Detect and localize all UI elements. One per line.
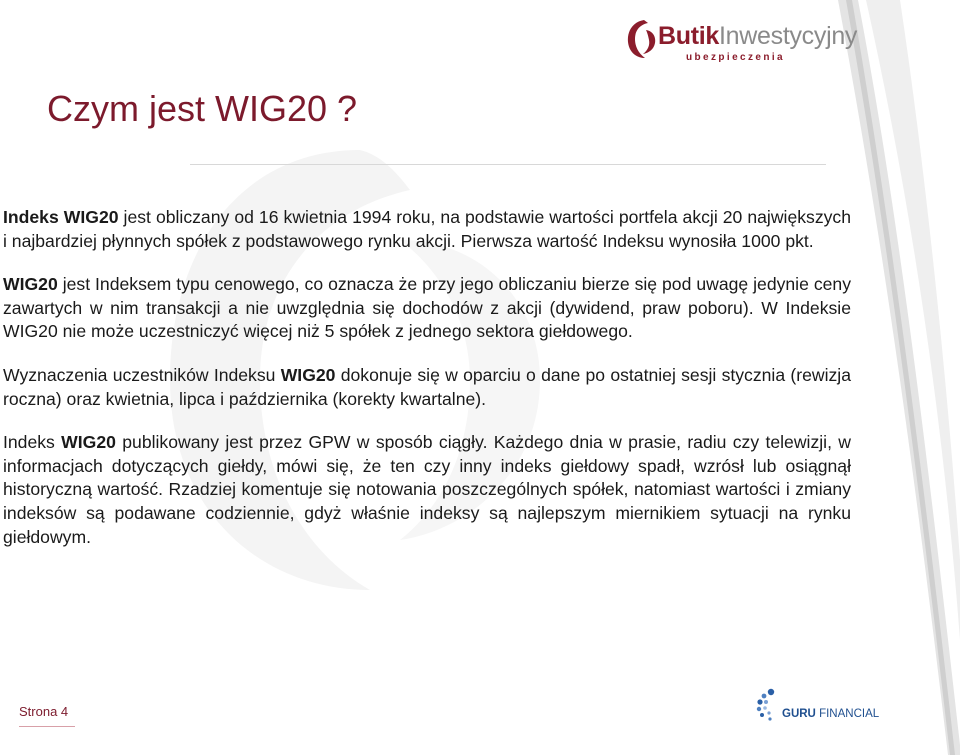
footer-divider [19,726,75,727]
slide-title: Czym jest WIG20 ? [47,88,358,129]
paragraph-1-bold: Indeks WIG20 [3,207,119,227]
slide-body [3,206,851,549]
butik-logo [626,16,858,66]
paragraph-3 [3,364,851,411]
butik-swirl-icon [626,18,658,60]
paragraph-3-text: dokonuje się w oparciu o dane po ostatniej sesji stycznia (rewizja roczna) oraz kwietnia, lipca i października (korekty kwartalne). [3,364,851,409]
paragraph-3-bold: WIG20 [280,364,336,385]
paragraph-2-text: jest Indeksem typu cenowego, co oznacza że przy jego obliczaniu bierze się pod uwagę jedynie ceny zawartych w nim transakcji a nie uwzględnia się dochodów z akcji (dywidend, praw poboru). W Indeksie WIG20 nie może uczestniczyć więcej niż 5 spółek z jednego sektora giełdowego. [3,274,851,342]
title-divider [190,164,826,165]
paragraph-2 [3,273,851,344]
brand-main: Butik [658,22,720,50]
brand-name [658,22,857,51]
paragraph-4-start: Indeks [3,432,62,453]
paragraph-4-text: publikowany jest przez GPW w sposób ciągły. Każdego dnia w prasie, radiu czy telewizji, w informacjach dotyczących giełdy, mówi się, że ten czy inny indeks giełdowy spadł, wzrósł lub osiągnął historyczną wartość. Rzadziej komentuje się notowania poszczególnych spółek, natomiast wartości i zmiany indeksów są podawane codziennie, gdyż właśnie indeksy są najlepszym miernikiem sytuacji na rynku giełdowym. [3,432,851,547]
page-number: Strona 4 [19,704,69,719]
paragraph-1-text: jest obliczany od 16 kwietnia 1994 roku, na podstawie wartości portfela akcji 20 największych i najbardziej płynnych spółek z podstawowego rynku akcji. Pierwsza wartość Indeksu wynosiła 1000 pkt. [3,207,851,251]
partner-bold: GURU [782,708,816,720]
paragraph-4 [3,431,851,549]
guru-financial-logo [754,688,880,732]
partner-rest: FINANCIAL [815,708,880,720]
brand-tagline: ubezpieczenia [686,52,785,63]
paragraph-4-bold: WIG20 [61,432,116,453]
paragraph-2-bold: WIG20 [3,274,58,295]
brand-second: Inwestycyjny [719,22,858,50]
paragraph-1 [3,206,851,253]
guru-financial-name [782,708,879,720]
paragraph-3-start: Wyznaczenia uczestników Indeksu [3,364,281,385]
